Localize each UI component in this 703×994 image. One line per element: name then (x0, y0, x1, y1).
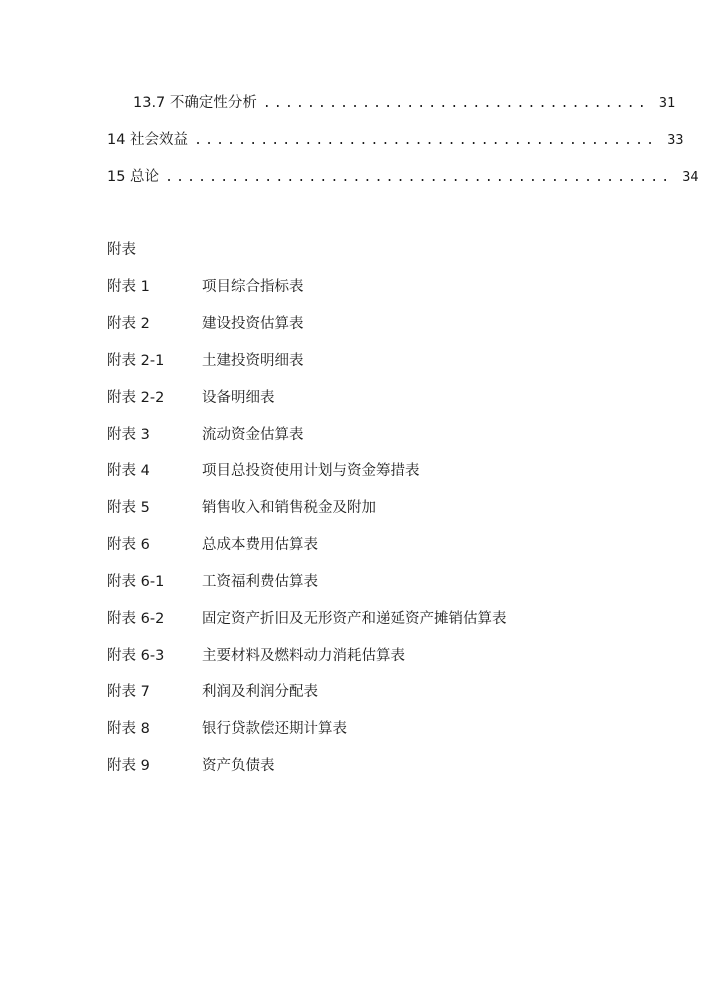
toc-leader-dots: .............................................. (165, 170, 673, 185)
appendix-item-label: 附表 3 (107, 427, 150, 443)
appendix-item-title: 工资福利费估算表 (202, 574, 318, 590)
appendix-item-title: 建设投资估算表 (202, 316, 304, 332)
toc-entry-title: 13.7 不确定性分析 (133, 95, 257, 111)
appendix-item (107, 680, 587, 704)
appendix-item-title: 项目总投资使用计划与资金筹措表 (202, 463, 420, 479)
appendix-item-title: 总成本费用估算表 (202, 537, 318, 553)
appendix-item-title: 利润及利润分配表 (202, 684, 318, 700)
appendix-item-label: 附表 6-2 (107, 611, 165, 627)
appendix-item-label: 附表 6-1 (107, 574, 165, 590)
appendix-item (107, 386, 587, 410)
appendix-item (107, 533, 587, 557)
toc-entry-page: 31 (658, 95, 676, 111)
appendix-item (107, 349, 587, 373)
appendix-item-label: 附表 8 (107, 721, 150, 737)
toc-entry-page: 34 (682, 169, 699, 185)
appendix-item-label: 附表 6 (107, 537, 150, 553)
appendix-item-label: 附表 1 (107, 279, 150, 295)
appendix-item-label: 附表 6-3 (107, 648, 165, 664)
appendix-item (107, 717, 587, 741)
appendix-item-title: 固定资产折旧及无形资产和递延资产摊销估算表 (202, 611, 507, 627)
appendix-item (107, 459, 587, 483)
appendix-item-title: 土建投资明细表 (202, 353, 304, 369)
appendix-item (107, 312, 587, 336)
appendix-item-label: 附表 2-1 (107, 353, 165, 369)
appendix-item (107, 644, 587, 668)
toc-entry-page: 33 (667, 132, 684, 148)
appendix-item-title: 流动资金估算表 (202, 427, 304, 443)
toc-entry[interactable] (133, 92, 676, 114)
appendix-item-title: 销售收入和销售税金及附加 (202, 500, 376, 516)
appendix-item (107, 570, 587, 594)
appendix-item-title: 主要材料及燃料动力消耗估算表 (202, 648, 405, 664)
appendix-item-title: 资产负债表 (202, 758, 275, 774)
appendix-item (107, 496, 587, 520)
appendix-item (107, 423, 587, 447)
appendix-item-title: 银行贷款偿还期计算表 (202, 721, 347, 737)
appendix-item-title: 设备明细表 (202, 390, 275, 406)
toc-entry[interactable] (107, 166, 699, 188)
toc-entry-title: 14 社会效益 (107, 132, 189, 148)
appendix-item-label: 附表 9 (107, 758, 150, 774)
appendix-item (107, 607, 587, 631)
appendix-item (107, 275, 587, 299)
toc-leader-dots: ................................... (262, 96, 649, 111)
appendix-heading: 附表 (107, 242, 136, 258)
appendix-item-title: 项目综合指标表 (202, 279, 304, 295)
appendix-item-label: 附表 2 (107, 316, 150, 332)
appendix-item-label: 附表 7 (107, 684, 150, 700)
appendix-item (107, 754, 587, 778)
toc-leader-dots: .......................................... (194, 133, 658, 148)
appendix-item-label: 附表 5 (107, 500, 150, 516)
toc-entry-title: 15 总论 (107, 169, 160, 185)
toc-entry[interactable] (107, 129, 684, 151)
appendix-item-label: 附表 2-2 (107, 390, 165, 406)
appendix-item-label: 附表 4 (107, 463, 150, 479)
